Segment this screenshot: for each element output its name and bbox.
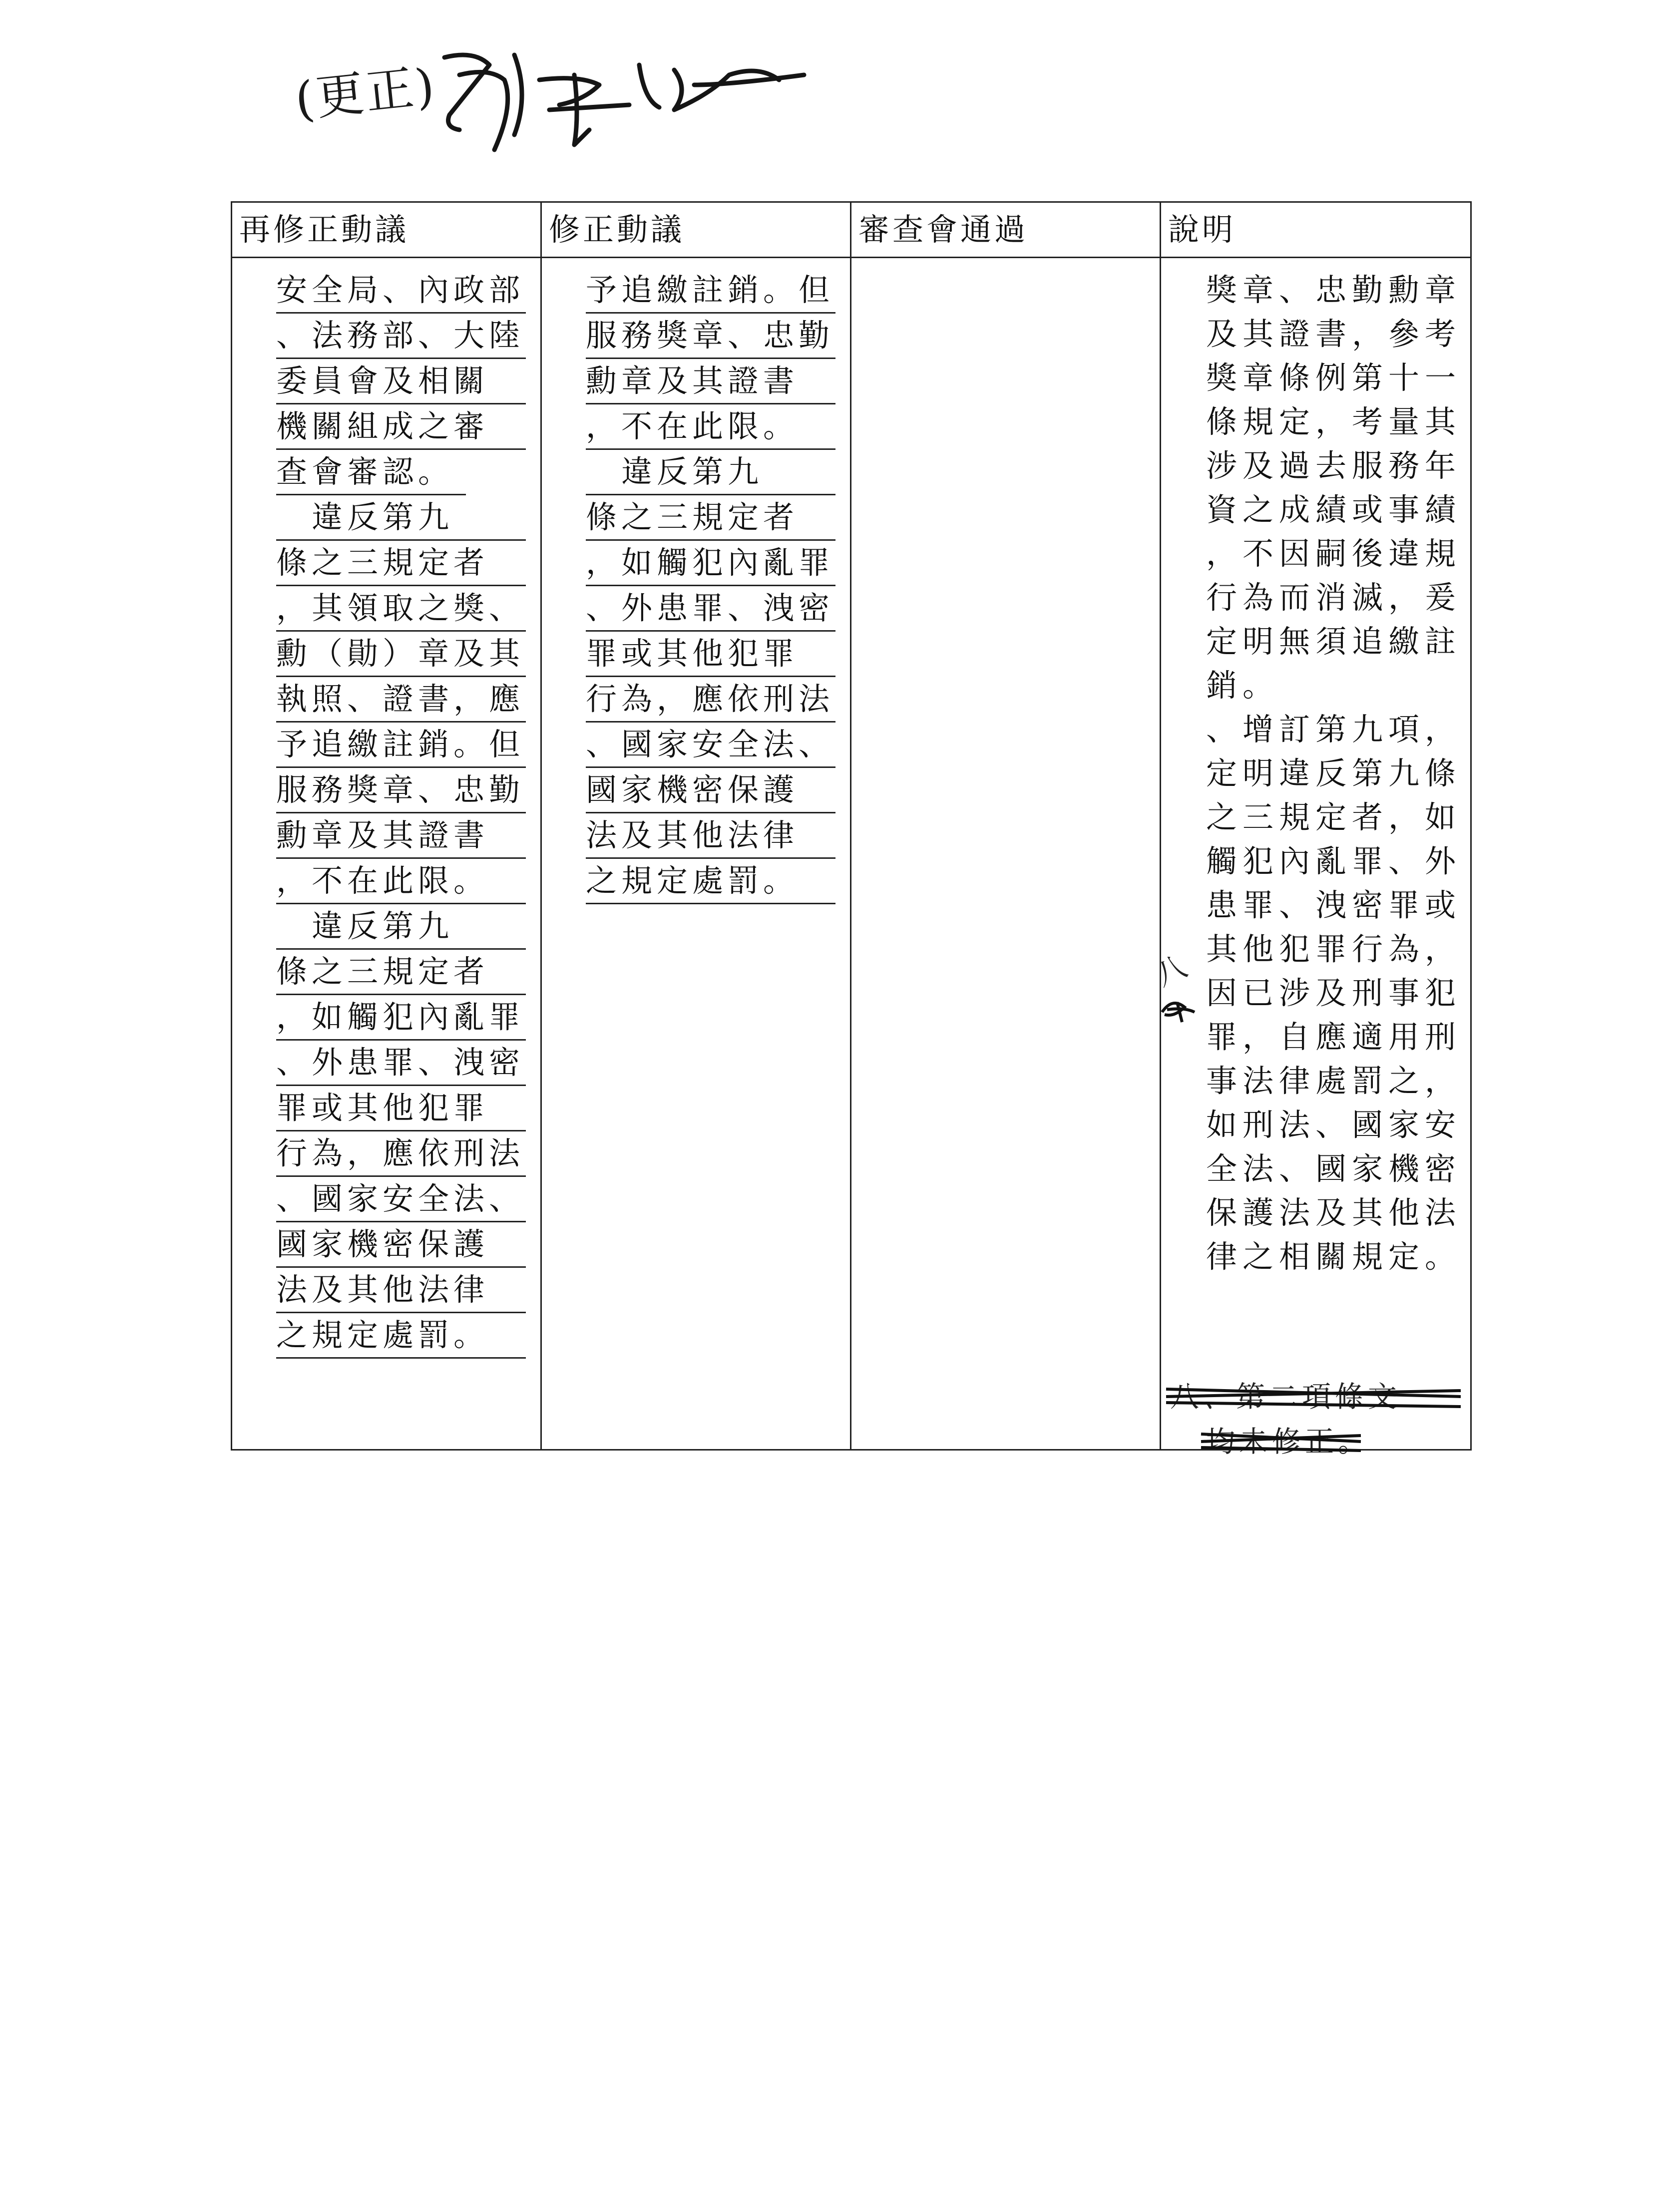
text-line: 勳章及其證書	[276, 813, 526, 859]
text-line: 獎章條例第十一	[1206, 360, 1462, 396]
text-line: 資之成績或事績	[1206, 491, 1462, 528]
text-line: 委員會及相關	[276, 359, 526, 404]
text-line: 定明無須追繳註	[1206, 623, 1462, 660]
text-line: 安全局、內政部	[276, 268, 526, 314]
col-re-amendment	[232, 258, 541, 1450]
text-line: 條之三規定者	[276, 541, 526, 586]
comparison-table	[231, 201, 1472, 1459]
text-line: 違反第九	[586, 450, 835, 495]
text-line: 行為，應依刑法	[276, 1131, 526, 1177]
text-line: 、法務部、大陸	[276, 314, 526, 359]
text-line: 、外患罪、洩密	[276, 1041, 526, 1086]
text-line: 國家機密保護	[276, 1222, 526, 1268]
text-line: 條規定，考量其	[1206, 403, 1462, 440]
handwritten-scribble	[1157, 987, 1202, 1027]
text-line: 罪，自應適用刑	[1206, 1019, 1462, 1055]
text-line: 保護法及其他法	[1206, 1194, 1462, 1231]
header-cell: 說明	[1161, 202, 1471, 258]
text-line: 患罪、洩密罪或	[1206, 887, 1462, 923]
text-line: ，不因嗣後違規	[1206, 535, 1462, 572]
text-line: 行為而消滅，爰	[1206, 579, 1462, 616]
text-line: 予追繳註銷。但	[586, 268, 835, 314]
text-line: 銷。	[1206, 667, 1279, 704]
text-line: 罪或其他犯罪	[276, 1086, 526, 1131]
col-committee-passed	[851, 258, 1161, 1450]
text-line: 事法律處罰之，	[1206, 1063, 1462, 1099]
text-line: 予追繳註銷。但	[276, 723, 526, 768]
handwritten-number: 八	[1150, 949, 1193, 993]
text-line: 違反第九	[276, 495, 526, 541]
text-line: 律之相關規定。	[1206, 1238, 1462, 1275]
text-line: 勳（勛）章及其	[276, 632, 526, 677]
text-line: 行為，應依刑法	[586, 677, 835, 723]
text-line: 勳章及其證書	[586, 359, 835, 404]
text-line: 服務獎章、忠勤	[276, 768, 526, 813]
text-line: 如刑法、國家安	[1206, 1106, 1462, 1143]
struck-line-2: 均未修正。	[1206, 1425, 1371, 1459]
text-line: 獎章、忠勤勳章	[1206, 272, 1462, 308]
text-line: 罪或其他犯罪	[586, 632, 835, 677]
text-line: ，如觸犯內亂罪	[276, 995, 526, 1041]
text-line: 執照、證書，應	[276, 677, 526, 723]
text-line: 及其證書，參考	[1206, 316, 1462, 352]
amendment-text	[586, 268, 835, 904]
signature-block	[280, 20, 869, 165]
struck-line-1: 八、第二項條文	[1170, 1380, 1401, 1414]
text-line: 因已涉及刑事犯	[1206, 975, 1462, 1011]
text-line: 違反第九	[276, 904, 526, 950]
text-line: ，如觸犯內亂罪	[586, 541, 835, 586]
header-cell: 修正動議	[541, 202, 851, 258]
text-line: 查會審認。	[276, 450, 466, 495]
text-line: 服務獎章、忠勤	[586, 314, 835, 359]
text-line: 定明違反第九條	[1206, 755, 1462, 791]
text-line: ，其領取之獎、	[276, 586, 526, 632]
text-line: 國家機密保護	[586, 768, 835, 813]
text-line: 之三規定者，如	[1206, 799, 1462, 835]
text-line: 法及其他法律	[586, 813, 835, 859]
strikethrough-mark	[1161, 1372, 1471, 1472]
text-line: 條之三規定者	[276, 950, 526, 995]
content-row	[232, 258, 1471, 1450]
text-line: 全法、國家機密	[1206, 1150, 1462, 1187]
text-line: 、外患罪、洩密	[586, 586, 835, 632]
correction-mark: (更正)	[292, 57, 439, 128]
text-line: ，不在此限。	[586, 404, 835, 450]
text-line: 法及其他法律	[276, 1268, 526, 1313]
header-cell: 再修正動議	[232, 202, 541, 258]
text-line: 其他犯罪行為，	[1206, 931, 1462, 967]
text-line: ，不在此限。	[276, 859, 526, 904]
text-line: 、國家安全法、	[276, 1177, 526, 1222]
text-line: 機關組成之審	[276, 404, 526, 450]
text-line: 條之三規定者	[586, 495, 835, 541]
text-line: 之規定處罰。	[276, 1313, 526, 1359]
handwritten-signature	[280, 20, 869, 165]
text-line: 、國家安全法、	[586, 723, 835, 768]
col-amendment	[541, 258, 851, 1450]
text-line: 之規定處罰。	[586, 859, 835, 904]
re-amendment-text	[276, 268, 526, 1359]
text-line: 觸犯內亂罪、外	[1206, 843, 1462, 879]
header-cell: 審查會通過	[851, 202, 1161, 258]
text-line: 涉及過去服務年	[1206, 447, 1462, 484]
explanation-text	[1206, 268, 1486, 1279]
text-line: 、增訂第九項，	[1206, 711, 1462, 747]
col-explanation	[1150, 258, 1471, 1459]
header-row	[232, 202, 1471, 258]
